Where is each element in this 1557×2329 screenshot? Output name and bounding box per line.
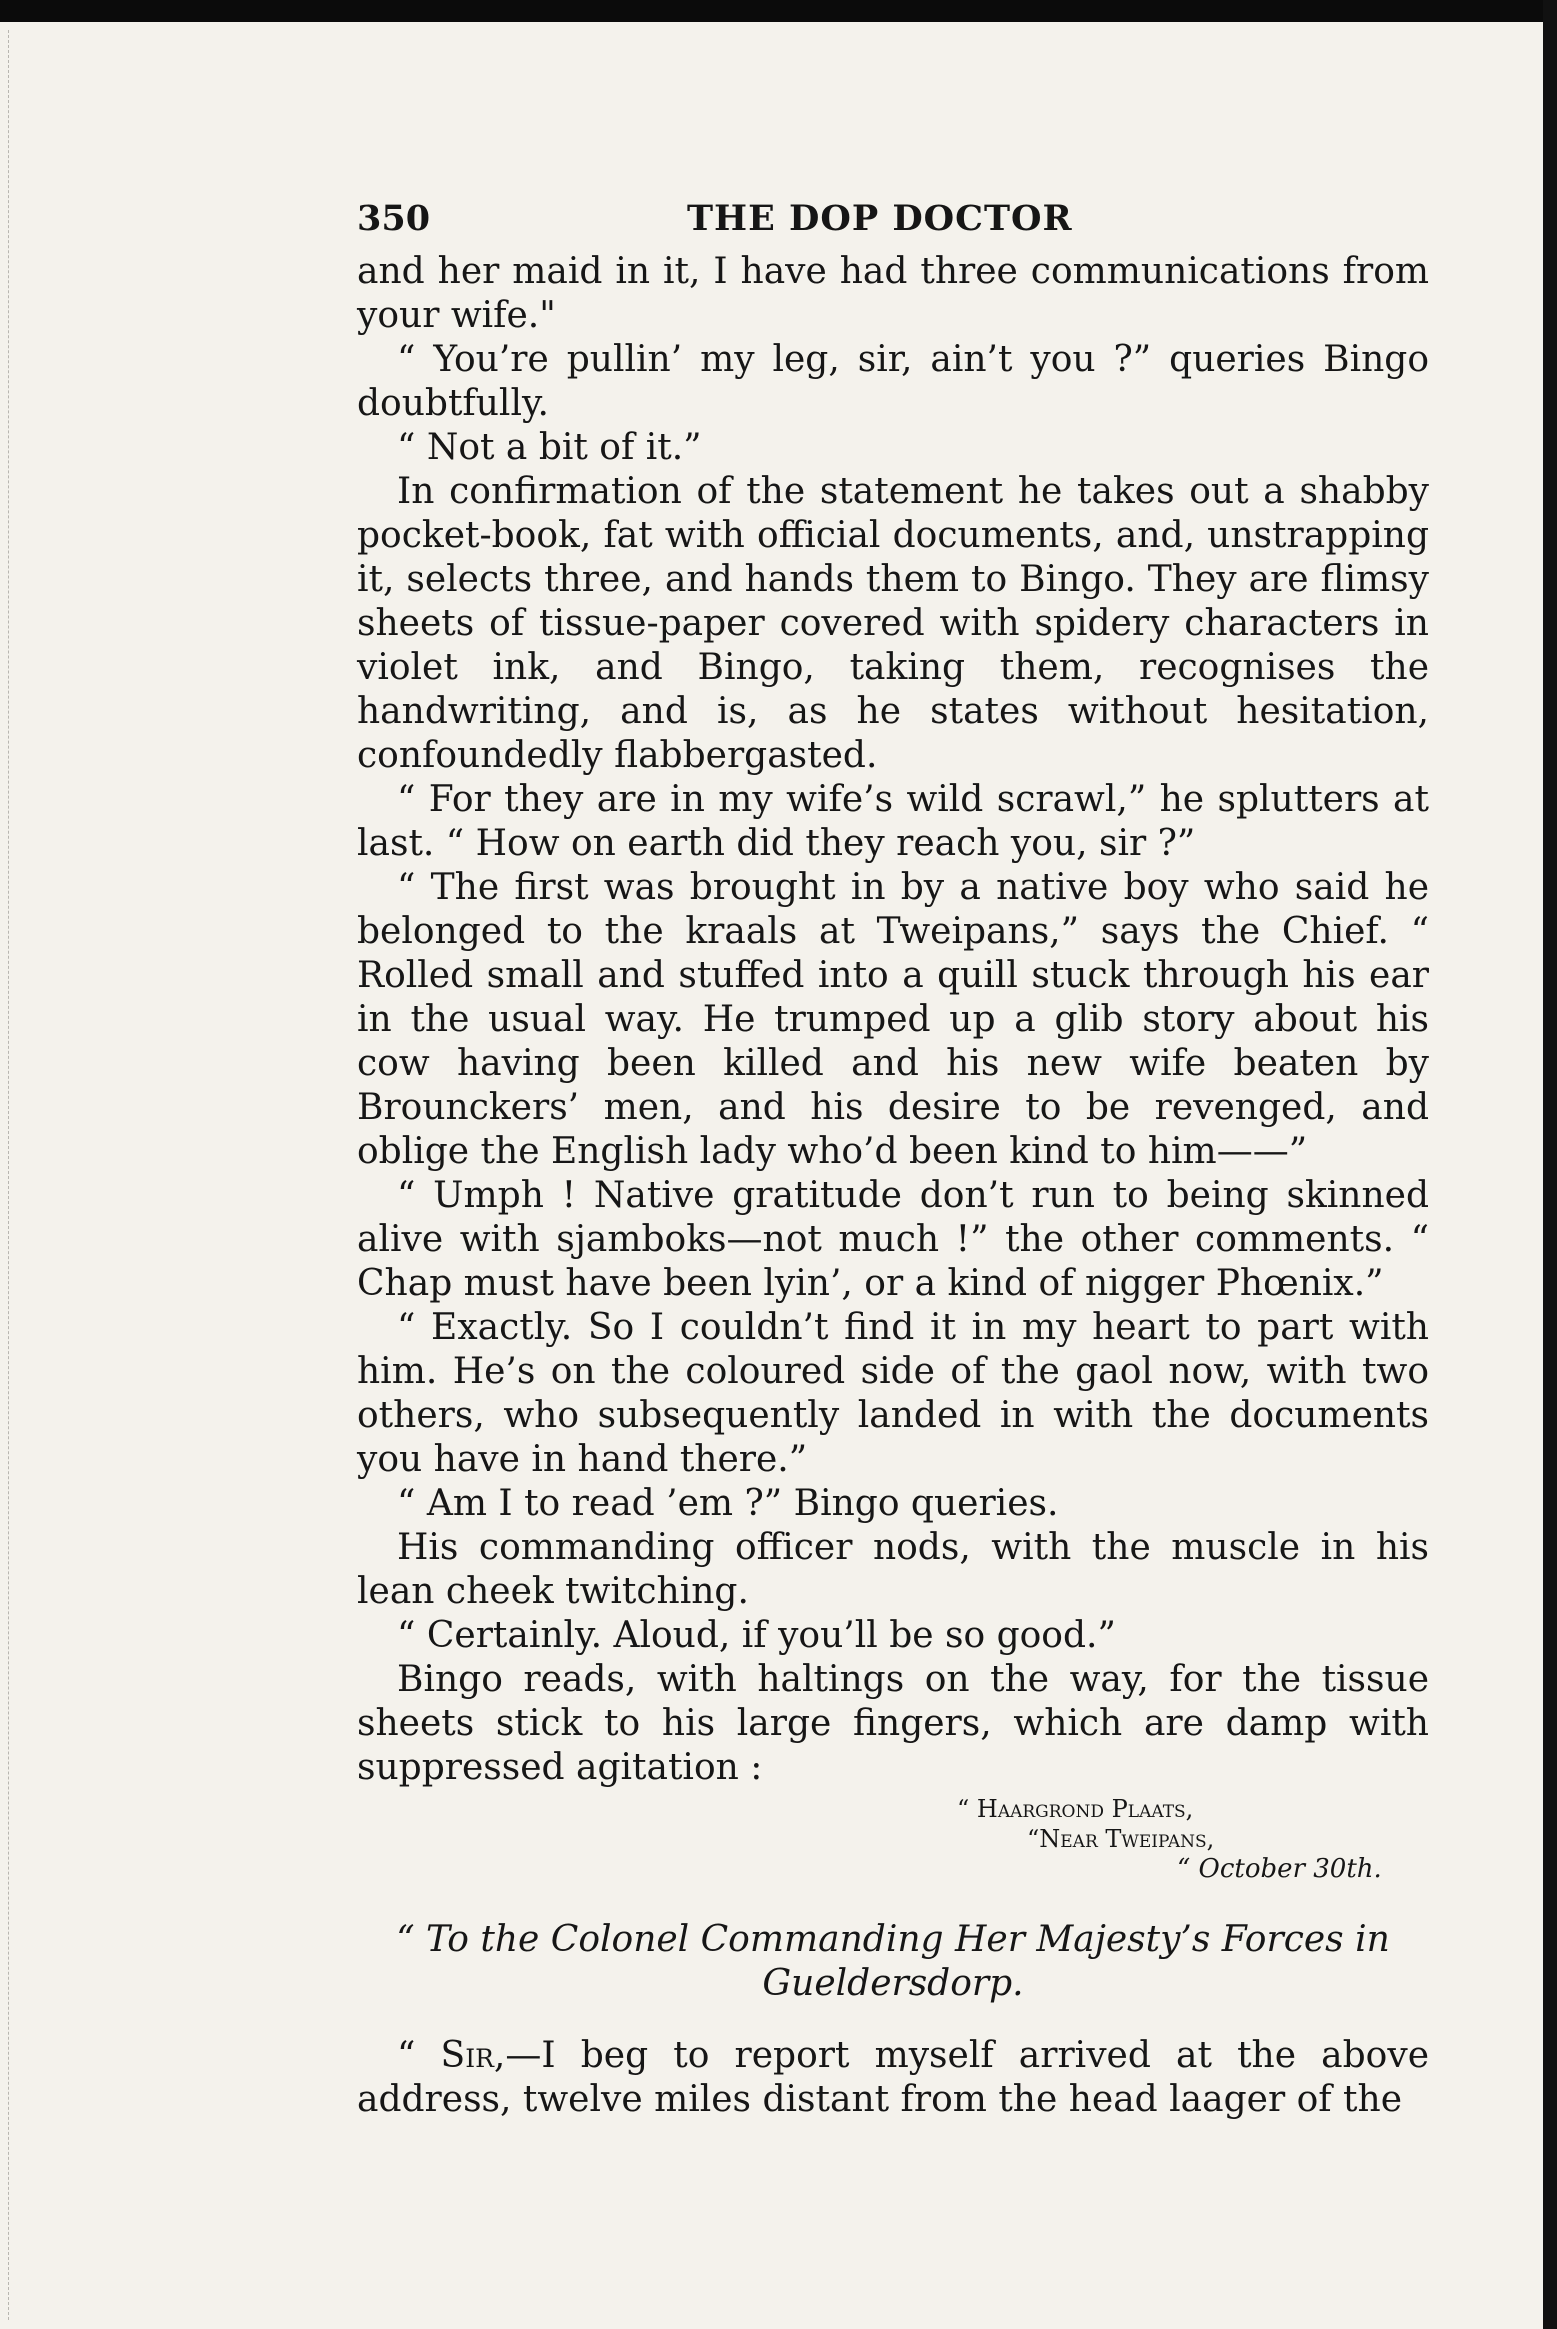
- address-line: “Near Tweipans,: [1027, 1825, 1215, 1853]
- paragraph: “ Certainly. Aloud, if you’ll be so good.”: [397, 1615, 1116, 1656]
- paragraph: “ For they are in my wife’s wild scrawl,” he splutters at last. “ How on earth did they reach you, sir ?”: [357, 779, 1429, 864]
- letter-address: [357, 1794, 1429, 1884]
- paragraph: His commanding officer nods, with the muscle in his lean cheek twitching.: [357, 1527, 1429, 1612]
- page-header: [357, 190, 1429, 250]
- letter-opening: [357, 2034, 1429, 2122]
- page-body: [357, 250, 1429, 2122]
- book-page: [357, 190, 1429, 2122]
- paragraph: Bingo reads, with haltings on the way, for the tissue sheets stick to his large fingers, which are damp with suppressed agitation :: [357, 1659, 1429, 1788]
- paragraph: and her maid in it, I have had three communications from your wife.": [357, 251, 1429, 336]
- letter-text: —I beg to report myself arrived at the above address, twelve miles distant from the head laager of the: [357, 2035, 1429, 2120]
- letter-salutation: “ To the Colonel Commanding Her Majesty’s Forces in Gueldersdorp.: [396, 1919, 1390, 2004]
- scan-right-border: [1543, 0, 1557, 2329]
- paragraph: “ Not a bit of it.”: [397, 427, 702, 468]
- address-date: “ October 30th.: [1177, 1854, 1382, 1884]
- paragraph: “ The first was brought in by a native boy who said he belonged to the kraals at Tweipans,” says the Chief. “ Rolled small and stuffed into a quill stuck through his ear in the usual way. He trumped up a glib story about his cow having been killed and his new wife beaten by Brounckers’ men, and his desire to be revenged, and oblige the English lady who’d been kind to him——”: [357, 867, 1429, 1172]
- paragraph: “ Am I to read ’em ?” Bingo queries.: [397, 1483, 1059, 1524]
- letter-sir: “ Sir,: [397, 2035, 506, 2076]
- paragraph: “ Umph ! Native gratitude don’t run to being skinned alive with sjamboks—not much !” the other comments. “ Chap must have been lyin’, or a kind of nigger Phœnix.”: [357, 1175, 1429, 1304]
- page-number: 350: [357, 198, 431, 239]
- binding-gutter: [8, 30, 10, 2320]
- scan-top-border: [0, 0, 1557, 22]
- paragraph: “ Exactly. So I couldn’t find it in my heart to part with him. He’s on the coloured side of the gaol now, with two others, who subsequently landed in with the documents you have in hand there.”: [357, 1307, 1429, 1480]
- paragraph: “ You’re pullin’ my leg, sir, ain’t you ?” queries Bingo doubtfully.: [357, 339, 1429, 424]
- address-line: “ Haargrond Plaats,: [957, 1795, 1194, 1823]
- running-title: THE DOP DOCTOR: [687, 198, 1073, 239]
- paragraph: In confirmation of the statement he takes out a shabby pocket-book, fat with official documents, and, unstrapping it, selects three, and hands them to Bingo. They are flimsy sheets of tissue-paper covered with spidery characters in violet ink, and Bingo, taking them, recognises the handwriting, and is, as he states without hesitation, confoundedly flabbergasted.: [357, 471, 1429, 776]
